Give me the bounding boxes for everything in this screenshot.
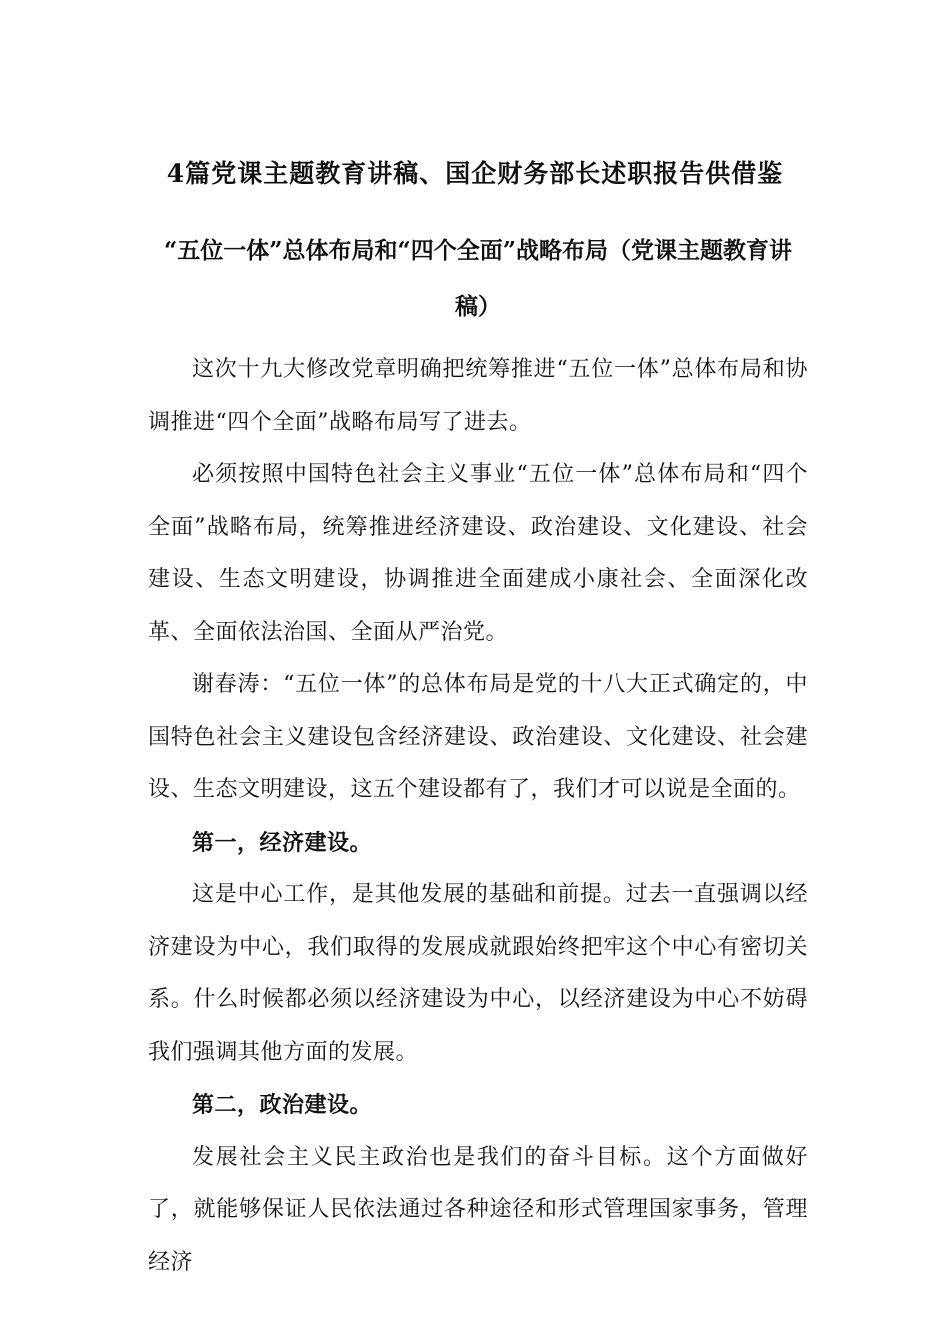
document-body (148, 344, 808, 1289)
paragraph-intro: 这次十九大修改党章明确把统筹推进“五位一体”总体布局和协调推进“四个全面”战略布局写了进去。 (148, 357, 808, 435)
section-heading-political: 第二，政治建设。 (192, 1092, 373, 1118)
section-heading-economic: 第一，经济建设。 (192, 829, 373, 856)
document-title: 4篇党课主题教育讲稿、国企财务部长述职报告供借鉴 (166, 159, 784, 188)
paragraph-political: 发展社会主义民主政治也是我们的奋斗目标。这个方面做好了，就能够保证人民依法通过各种途径和形式管理国家事务，管理经济 (148, 1144, 808, 1275)
document-subtitle: “五位一体”总体布局和“四个全面”战略布局（党课主题教育讲稿） (164, 237, 792, 320)
paragraph-economic: 这是中心工作，是其他发展的基础和前提。过去一直强调以经济建设为中心，我们取得的发展成就跟始终把牢这个中心有密切关系。什么时候都必须以经济建设为中心，以经济建设为中心不妨碍我们强调其他方面的发展。 (148, 882, 808, 1065)
paragraph-quote: 谢春涛：“五位一体”的总体布局是党的十八大正式确定的，中国特色社会主义建设包含经济建设、政治建设、文化建设、社会建设、生态文明建设，这五个建设都有了，我们才可以说是全面的。 (148, 672, 808, 802)
paragraph-requirement: 必须按照中国特色社会主义事业“五位一体”总体布局和“四个全面”战略布局，统筹推进经济建设、政治建设、文化建设、社会建设、生态文明建设，协调推进全面建成小康社会、全面深化改革、全面依法治国、全面从严治党。 (148, 462, 808, 645)
